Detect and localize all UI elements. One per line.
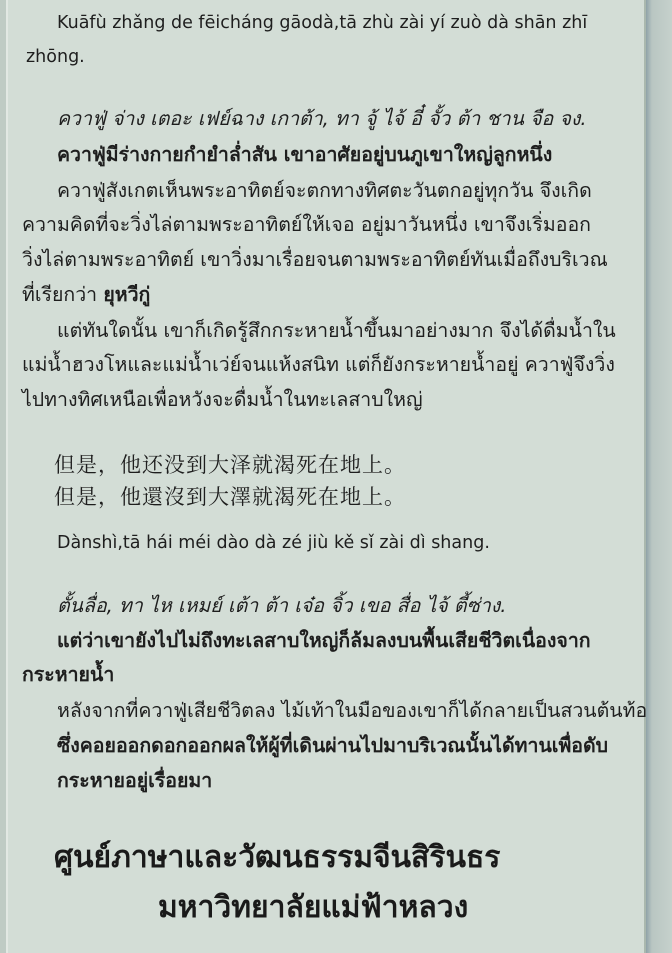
footer-institution: ศูนย์ภาษาและวัฒนธรรมจีนสิรินธร bbox=[54, 840, 501, 875]
paragraph-1-last-line bbox=[22, 282, 150, 308]
place-name: ยุหวีกู่ bbox=[103, 283, 151, 306]
chinese-traditional: 但是，他還沒到大澤就渴死在地上。 bbox=[54, 485, 406, 509]
pinyin-sentence-2: Dànshì,tā hái méi dào dà zé jiù kě sǐ zài dì shang. bbox=[57, 533, 490, 553]
paragraph-1-line: ควาฟู่สังเกตเห็นพระอาทิตย์จะตกทางทิศตะวันตกอยู่ทุกวัน จึงเกิด bbox=[57, 179, 592, 202]
paragraph-2-line: แม่น้ำฮวงโหและแม่น้ำเว่ย์จนแห้งสนิท แต่ก็ยังกระหายน้ำอยู่ ควาฟู่จึงวิ่ง bbox=[22, 353, 615, 376]
adjacent-page-strip bbox=[646, 0, 672, 953]
paragraph-1-prefix: ที่เรียกว่า bbox=[22, 283, 104, 306]
pinyin-line-1: Kuāfù zhǎng de fēicháng gāodà,tā zhù zài yí zuò dà shān zhī bbox=[57, 13, 588, 33]
paragraph-2-line: แต่ทันใดนั้น เขาก็เกิดรู้สึกกระหายน้ำขึ้นมาอย่างมาก จึงได้ดื่มน้ำใน bbox=[57, 319, 616, 342]
paragraph-1-line: ความคิดที่จะวิ่งไล่ตามพระอาทิตย์ให้เจอ อยู่มาวันหนึ่ง เขาจึงเริ่มออก bbox=[22, 213, 591, 236]
paragraph-1-line: วิ่งไล่ตามพระอาทิตย์ เขาวิ่งมาเรื่อยจนตามพระอาทิตย์ทันเมื่อถึงบริเวณ bbox=[22, 248, 608, 271]
thai-meaning-2-line: กระหายน้ำ bbox=[22, 663, 115, 686]
pinyin-line-2: zhōng. bbox=[26, 47, 85, 67]
paragraph-2-line: ไปทางทิศเหนือเพื่อหวังจะดื่มน้ำในทะเลสาบใหญ่ bbox=[22, 388, 423, 411]
paragraph-3-line: หลังจากที่ควาฟู่เสียชีวิตลง ไม้เท้าในมือของเขาก็ได้กลายเป็นสวนต้นท้อ bbox=[57, 699, 648, 722]
thai-meaning-2-line: แต่ว่าเขายังไปไม่ถึงทะเลสาบใหญ่ก็ล้มลงบนพื้นเสียชีวิตเนื่องจาก bbox=[57, 629, 591, 652]
thai-transliteration-2: ตั้นลื่อ, ทา ไห เหมย์ เต้า ต้า เจ๋อ จิ้ว เขอ สื่อ ไจ้ ตี้ซ่าง. bbox=[57, 594, 507, 617]
paragraph-3-line: ซึ่งคอยออกดอกออกผลให้ผู้ที่เดินผ่านไปมาบริเวณนั้นได้ทานเพื่อดับ bbox=[57, 734, 609, 757]
footer-university: มหาวิทยาลัยแม่ฟ้าหลวง bbox=[158, 890, 469, 925]
thai-transliteration-1: ควาฟู่ จ่าง เตอะ เฟย์ฉาง เกาต้า, ทา จู้ ไจ้ อี๋ จั้ว ต้า ชาน จือ จง. bbox=[57, 107, 587, 130]
thai-meaning-1: ควาฟู่มีร่างกายกำยำล่ำสัน เขาอาศัยอยู่บนภูเขาใหญ่ลูกหนึ่ง bbox=[57, 143, 553, 166]
paragraph-3-line: กระหายอยู่เรื่อยมา bbox=[57, 769, 213, 792]
chinese-simplified: 但是，他还没到大泽就渴死在地上。 bbox=[54, 453, 406, 477]
